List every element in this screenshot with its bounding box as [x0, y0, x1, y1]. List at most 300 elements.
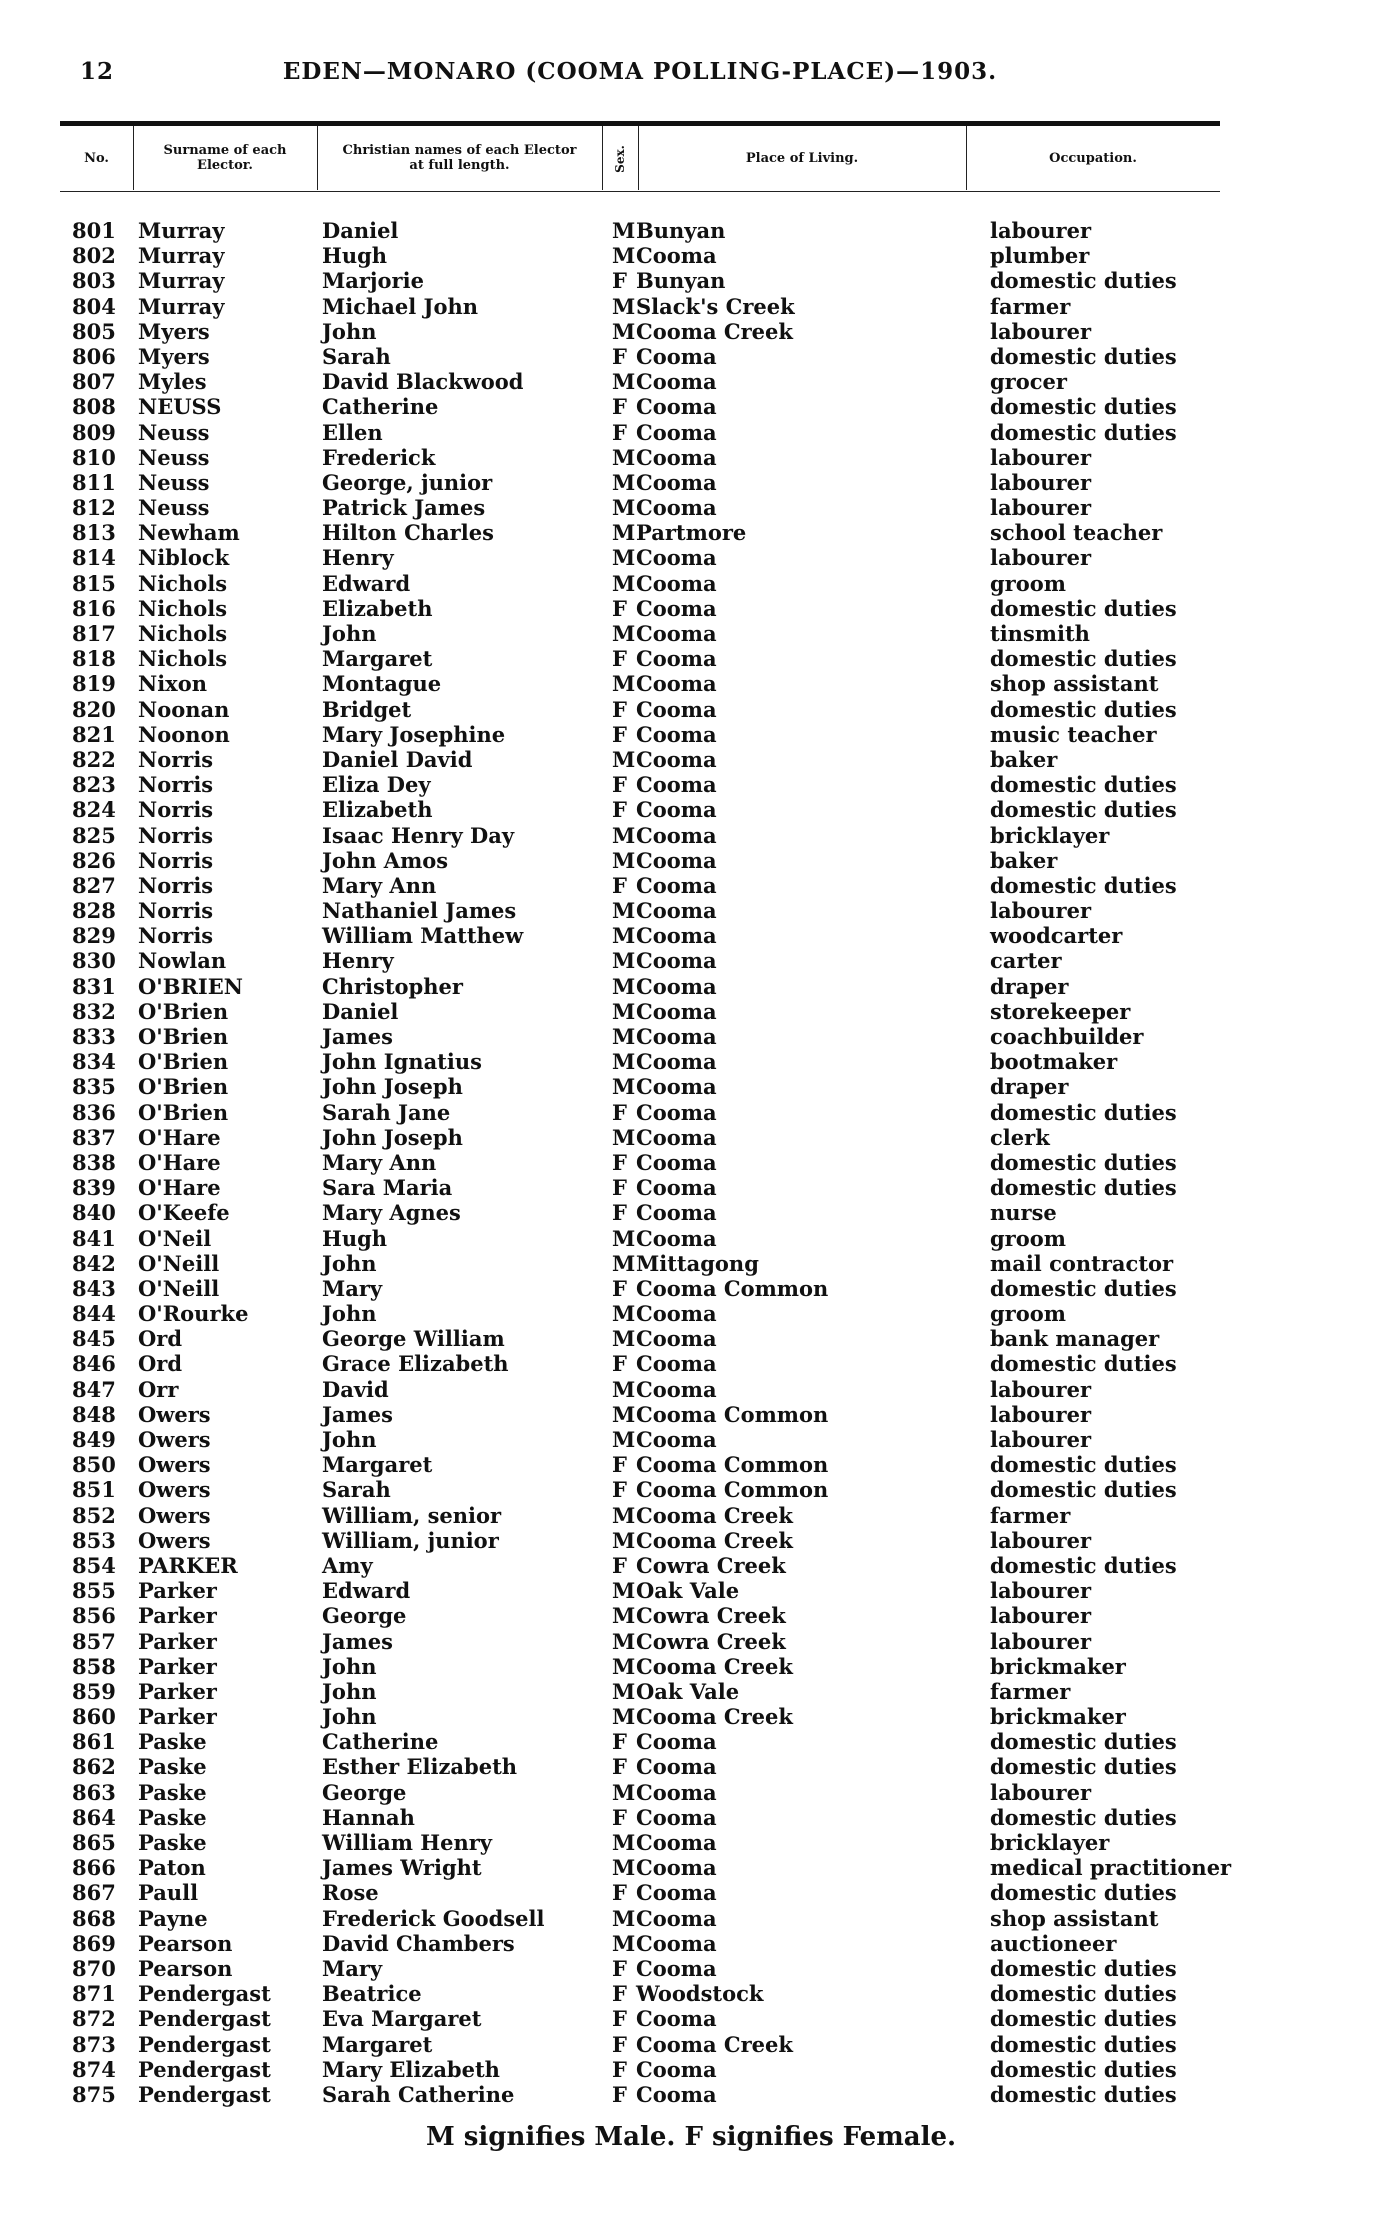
elector-surname: Noonan — [138, 696, 230, 722]
elector-place-of-living: Cooma Creek — [636, 1653, 793, 1679]
elector-sex: F — [612, 1729, 627, 1755]
elector-occupation: domestic duties — [990, 1981, 1177, 2007]
elector-number: 806 — [72, 343, 116, 369]
table-row — [60, 1578, 1220, 1603]
elector-christian-names: Patrick James — [322, 495, 486, 521]
elector-sex: F — [612, 2056, 627, 2082]
table-row — [60, 1200, 1220, 1225]
elector-place-of-living: Cooma — [636, 419, 717, 445]
elector-christian-names: David — [322, 1376, 389, 1402]
elector-surname: O'Neill — [138, 1250, 220, 1276]
elector-occupation: labourer — [990, 1578, 1092, 1604]
table-row — [60, 1251, 1220, 1276]
elector-occupation: coachbuilder — [990, 1024, 1144, 1049]
table-row — [60, 596, 1220, 621]
elector-occupation: labourer — [990, 444, 1092, 470]
elector-christian-names: George — [322, 1603, 407, 1629]
elector-occupation: labourer — [990, 1628, 1092, 1654]
elector-number: 817 — [72, 621, 116, 646]
table-row — [60, 1654, 1220, 1679]
elector-christian-names: Mary Elizabeth — [322, 2056, 500, 2082]
elector-place-of-living: Cooma — [636, 1729, 717, 1755]
elector-occupation: mail contractor — [990, 1250, 1174, 1276]
elector-sex: M — [612, 1930, 636, 1956]
elector-christian-names: Bridget — [322, 696, 412, 722]
table-row — [60, 923, 1220, 948]
elector-occupation: labourer — [990, 218, 1092, 243]
elector-number: 801 — [72, 218, 116, 243]
table-row — [60, 2057, 1220, 2082]
elector-christian-names: Hugh — [322, 1225, 388, 1251]
elector-christian-names: Sarah Catherine — [322, 2081, 515, 2107]
elector-place-of-living: Cooma — [636, 394, 717, 420]
table-row — [60, 1528, 1220, 1553]
elector-surname: O'Neil — [138, 1225, 212, 1251]
elector-number: 856 — [72, 1603, 116, 1629]
elector-occupation: labourer — [990, 495, 1092, 521]
table-row — [60, 1326, 1220, 1351]
elector-occupation: school teacher — [990, 520, 1163, 546]
elector-number: 832 — [72, 998, 116, 1024]
elector-occupation: brickmaker — [990, 1704, 1126, 1730]
elector-number: 872 — [72, 2006, 116, 2032]
elector-surname: Paske — [138, 1830, 207, 1855]
elector-christian-names: George, junior — [322, 469, 493, 495]
page-title: EDEN—MONARO (COOMA POLLING-PLACE)—1903. — [282, 58, 998, 85]
elector-place-of-living: Cooma — [636, 2006, 717, 2032]
electoral-roll-table — [60, 218, 1232, 2107]
table-row — [60, 294, 1220, 319]
elector-christian-names: William, junior — [322, 1527, 499, 1553]
elector-sex: M — [612, 293, 636, 319]
elector-occupation: medical practitioner — [990, 1855, 1232, 1881]
elector-sex: F — [612, 2031, 627, 2057]
elector-christian-names: Hugh — [322, 243, 388, 269]
elector-surname: Nichols — [138, 621, 228, 646]
elector-christian-names: Amy — [322, 1552, 373, 1578]
elector-place-of-living: Cooma — [636, 1880, 717, 1906]
elector-christian-names: Daniel David — [322, 746, 473, 772]
table-row — [60, 445, 1220, 470]
elector-christian-names: Christopher — [322, 973, 463, 999]
table-row — [60, 1427, 1220, 1452]
elector-place-of-living: Cooma — [636, 898, 717, 924]
elector-christian-names: John — [322, 621, 377, 646]
elector-sex: F — [612, 1099, 627, 1125]
elector-christian-names: Marjorie — [322, 268, 424, 294]
table-row — [60, 1704, 1220, 1729]
elector-place-of-living: Cooma — [636, 1955, 717, 1981]
elector-occupation: farmer — [990, 1678, 1071, 1704]
table-row — [60, 319, 1220, 344]
elector-number: 836 — [72, 1099, 116, 1125]
table-row — [60, 2082, 1220, 2107]
elector-sex: M — [612, 1527, 636, 1553]
column-header-occupation-label: Occupation. — [1049, 150, 1137, 166]
elector-christian-names: Hannah — [322, 1804, 415, 1830]
elector-number: 865 — [72, 1830, 116, 1855]
elector-sex: M — [612, 1024, 636, 1049]
table-row — [60, 1477, 1220, 1502]
table-row — [60, 1351, 1220, 1376]
elector-surname: Nichols — [138, 570, 228, 596]
elector-sex: M — [612, 973, 636, 999]
elector-sex: M — [612, 948, 636, 974]
elector-number: 823 — [72, 772, 116, 798]
elector-sex: F — [612, 646, 627, 672]
elector-christian-names: Margaret — [322, 646, 433, 672]
elector-surname: Myles — [138, 369, 207, 395]
column-header-sex-label: Sex. — [612, 145, 627, 173]
table-row — [60, 1503, 1220, 1528]
elector-occupation: domestic duties — [990, 872, 1177, 898]
elector-occupation: groom — [990, 1225, 1066, 1251]
column-header-occupation — [966, 133, 1220, 183]
elector-christian-names: Eliza Dey — [322, 772, 431, 798]
elector-surname: Nichols — [138, 646, 228, 672]
elector-sex: M — [612, 1830, 636, 1855]
elector-occupation: domestic duties — [990, 2031, 1177, 2057]
elector-number: 822 — [72, 746, 116, 772]
elector-christian-names: Edward — [322, 1578, 411, 1604]
elector-number: 824 — [72, 797, 116, 823]
elector-sex: M — [612, 1225, 636, 1251]
elector-surname: Paske — [138, 1779, 207, 1805]
elector-christian-names: William Henry — [322, 1830, 492, 1855]
table-row — [60, 218, 1220, 243]
elector-place-of-living: Cooma — [636, 1830, 717, 1855]
elector-christian-names: John — [322, 1301, 377, 1327]
elector-place-of-living: Cooma Creek — [636, 1527, 793, 1553]
elector-christian-names: John — [322, 1678, 377, 1704]
elector-number: 827 — [72, 872, 116, 898]
elector-sex: M — [612, 746, 636, 772]
elector-sex: F — [612, 268, 627, 294]
elector-christian-names: Rose — [322, 1880, 379, 1906]
elector-christian-names: Ellen — [322, 419, 383, 445]
elector-sex: F — [612, 2081, 627, 2107]
elector-sex: M — [612, 1124, 636, 1150]
elector-christian-names: James — [322, 1628, 393, 1654]
elector-sex: M — [612, 318, 636, 344]
elector-sex: M — [612, 570, 636, 596]
elector-sex: M — [612, 1653, 636, 1679]
elector-surname: Paske — [138, 1729, 207, 1755]
elector-christian-names: Daniel — [322, 998, 399, 1024]
table-row — [60, 2032, 1220, 2057]
elector-surname: Owers — [138, 1502, 211, 1528]
elector-christian-names: James — [322, 1401, 393, 1427]
table-row — [60, 420, 1220, 445]
elector-number: 810 — [72, 444, 116, 470]
elector-place-of-living: Cooma — [636, 1930, 717, 1956]
elector-number: 807 — [72, 369, 116, 395]
elector-sex: F — [612, 1175, 627, 1201]
elector-number: 862 — [72, 1754, 116, 1780]
table-row — [60, 1880, 1220, 1905]
table-row — [60, 1931, 1220, 1956]
table-row — [60, 1906, 1220, 1931]
elector-number: 874 — [72, 2056, 116, 2082]
elector-occupation: farmer — [990, 293, 1071, 319]
elector-occupation: domestic duties — [990, 797, 1177, 823]
elector-surname: Myers — [138, 318, 210, 344]
elector-number: 841 — [72, 1225, 116, 1251]
elector-place-of-living: Cooma — [636, 1200, 717, 1226]
elector-place-of-living: Cooma — [636, 772, 717, 798]
elector-sex: M — [612, 243, 636, 269]
elector-surname: Pendergast — [138, 2081, 271, 2107]
elector-number: 847 — [72, 1376, 116, 1402]
elector-number: 812 — [72, 495, 116, 521]
elector-place-of-living: Cooma — [636, 1427, 717, 1452]
column-header-surname-line1: Surname of each — [163, 143, 287, 158]
column-header-no-label: No. — [84, 150, 109, 166]
elector-number: 848 — [72, 1401, 116, 1427]
table-row — [60, 823, 1220, 848]
elector-place-of-living: Cooma — [636, 998, 717, 1024]
elector-place-of-living: Cooma — [636, 973, 717, 999]
elector-christian-names: John — [322, 1427, 377, 1452]
elector-place-of-living: Cooma — [636, 923, 717, 949]
table-row — [60, 520, 1220, 545]
elector-surname: O'Neill — [138, 1275, 220, 1301]
elector-surname: Nichols — [138, 595, 228, 621]
elector-number: 870 — [72, 1955, 116, 1981]
elector-number: 852 — [72, 1502, 116, 1528]
elector-occupation: domestic duties — [990, 2056, 1177, 2082]
elector-surname: O'Hare — [138, 1149, 221, 1175]
table-row — [60, 1402, 1220, 1427]
table-row — [60, 898, 1220, 923]
elector-sex: F — [612, 721, 627, 747]
elector-christian-names: Mary Josephine — [322, 721, 506, 747]
elector-christian-names: John Joseph — [322, 1074, 463, 1100]
elector-place-of-living: Cooma — [636, 1855, 717, 1881]
elector-christian-names: Hilton Charles — [322, 520, 494, 546]
table-row — [60, 1024, 1220, 1049]
elector-occupation: labourer — [990, 1376, 1092, 1402]
elector-christian-names: Daniel — [322, 218, 399, 243]
elector-sex: F — [612, 2006, 627, 2032]
elector-number: 809 — [72, 419, 116, 445]
elector-christian-names: John — [322, 1653, 377, 1679]
elector-surname: Murray — [138, 243, 225, 269]
elector-place-of-living: Cooma — [636, 1351, 717, 1377]
elector-number: 861 — [72, 1729, 116, 1755]
column-header-christian-line2: at full length. — [409, 158, 510, 173]
elector-surname: Paull — [138, 1880, 199, 1906]
elector-surname: Norris — [138, 772, 214, 798]
elector-surname: Owers — [138, 1452, 211, 1478]
elector-sex: M — [612, 1074, 636, 1100]
elector-surname: Nowlan — [138, 948, 227, 974]
elector-sex: F — [612, 1351, 627, 1377]
elector-surname: Norris — [138, 898, 214, 924]
elector-place-of-living: Partmore — [636, 520, 747, 546]
elector-occupation: domestic duties — [990, 1754, 1177, 1780]
elector-place-of-living: Cooma — [636, 746, 717, 772]
elector-occupation: plumber — [990, 243, 1090, 269]
elector-surname: Murray — [138, 293, 225, 319]
elector-sex: F — [612, 419, 627, 445]
elector-occupation: domestic duties — [990, 646, 1177, 672]
page-number: 12 — [80, 58, 115, 85]
table-row — [60, 999, 1220, 1024]
elector-occupation: labourer — [990, 1427, 1092, 1452]
table-row — [60, 571, 1220, 596]
elector-sex: M — [612, 1855, 636, 1881]
table-row — [60, 671, 1220, 696]
elector-sex: M — [612, 1905, 636, 1931]
elector-number: 831 — [72, 973, 116, 999]
elector-christian-names: Mary Ann — [322, 872, 437, 898]
elector-sex: M — [612, 1578, 636, 1604]
elector-christian-names: James — [322, 1024, 393, 1049]
elector-place-of-living: Bunyan — [636, 268, 726, 294]
elector-number: 854 — [72, 1552, 116, 1578]
elector-christian-names: Nathaniel James — [322, 898, 517, 924]
elector-occupation: labourer — [990, 1779, 1092, 1805]
table-row — [60, 747, 1220, 772]
elector-place-of-living: Woodstock — [636, 1981, 764, 2007]
header-rule-thin — [60, 191, 1220, 192]
elector-christian-names: Sarah — [322, 1477, 391, 1503]
elector-christian-names: Sarah — [322, 343, 391, 369]
elector-number: 830 — [72, 948, 116, 974]
table-row — [60, 369, 1220, 394]
elector-christian-names: James Wright — [322, 1855, 482, 1881]
elector-place-of-living: Mittagong — [636, 1250, 759, 1276]
elector-sex: M — [612, 369, 636, 395]
column-header-no — [60, 133, 133, 183]
elector-number: 871 — [72, 1981, 116, 2007]
elector-number: 803 — [72, 268, 116, 294]
elector-surname: Pendergast — [138, 2031, 271, 2057]
table-row — [60, 1981, 1220, 2006]
table-row — [60, 722, 1220, 747]
column-header-surname — [133, 133, 317, 183]
elector-occupation: labourer — [990, 318, 1092, 344]
elector-sex: F — [612, 343, 627, 369]
elector-occupation: labourer — [990, 469, 1092, 495]
table-row — [60, 1175, 1220, 1200]
elector-surname: O'Hare — [138, 1124, 221, 1150]
elector-christian-names: William Matthew — [322, 923, 524, 949]
elector-number: 833 — [72, 1024, 116, 1049]
table-row — [60, 1125, 1220, 1150]
elector-sex: M — [612, 998, 636, 1024]
elector-number: 849 — [72, 1427, 116, 1452]
elector-surname: Myers — [138, 343, 210, 369]
elector-occupation: domestic duties — [990, 2081, 1177, 2107]
elector-sex: F — [612, 1981, 627, 2007]
elector-number: 863 — [72, 1779, 116, 1805]
table-row — [60, 1830, 1220, 1855]
elector-number: 813 — [72, 520, 116, 546]
elector-sex: M — [612, 1628, 636, 1654]
elector-place-of-living: Cooma Creek — [636, 1502, 793, 1528]
table-row — [60, 1049, 1220, 1074]
elector-sex: M — [612, 1326, 636, 1352]
elector-surname: Parker — [138, 1704, 217, 1730]
elector-surname: O'Brien — [138, 1049, 229, 1075]
elector-christian-names: David Chambers — [322, 1930, 515, 1956]
elector-surname: O'Rourke — [138, 1301, 249, 1327]
elector-christian-names: John Amos — [322, 847, 449, 873]
elector-surname: Neuss — [138, 444, 210, 470]
elector-number: 840 — [72, 1200, 116, 1226]
elector-number: 846 — [72, 1351, 116, 1377]
elector-number: 829 — [72, 923, 116, 949]
elector-surname: Neuss — [138, 419, 210, 445]
elector-place-of-living: Cooma — [636, 595, 717, 621]
elector-surname: NEUSS — [138, 394, 222, 420]
elector-christian-names: Margaret — [322, 1452, 433, 1478]
elector-number: 816 — [72, 595, 116, 621]
elector-christian-names: Beatrice — [322, 1981, 422, 2007]
elector-place-of-living: Cooma — [636, 1049, 717, 1075]
elector-place-of-living: Cooma — [636, 646, 717, 672]
elector-occupation: domestic duties — [990, 419, 1177, 445]
table-row — [60, 344, 1220, 369]
elector-place-of-living: Cooma Common — [636, 1452, 829, 1478]
elector-surname: Payne — [138, 1905, 208, 1931]
elector-number: 820 — [72, 696, 116, 722]
elector-place-of-living: Cooma — [636, 1149, 717, 1175]
elector-occupation: domestic duties — [990, 1099, 1177, 1125]
elector-number: 864 — [72, 1804, 116, 1830]
elector-occupation: shop assistant — [990, 1905, 1159, 1931]
elector-number: 838 — [72, 1149, 116, 1175]
elector-number: 825 — [72, 822, 116, 848]
elector-number: 857 — [72, 1628, 116, 1654]
elector-sex: F — [612, 797, 627, 823]
column-header-sex — [602, 134, 638, 184]
elector-number: 850 — [72, 1452, 116, 1478]
elector-occupation: woodcarter — [990, 923, 1123, 949]
elector-surname: O'Keefe — [138, 1200, 230, 1226]
elector-sex: M — [612, 847, 636, 873]
elector-christian-names: Elizabeth — [322, 797, 433, 823]
elector-surname: O'BRIEN — [138, 973, 243, 999]
elector-surname: Ord — [138, 1351, 183, 1377]
elector-christian-names: Henry — [322, 948, 394, 974]
elector-christian-names: David Blackwood — [322, 369, 524, 395]
elector-occupation: domestic duties — [990, 1351, 1177, 1377]
table-row — [60, 394, 1220, 419]
elector-sex: M — [612, 1502, 636, 1528]
table-row — [60, 1377, 1220, 1402]
elector-occupation: bricklayer — [990, 1830, 1110, 1855]
elector-place-of-living: Cooma — [636, 1326, 717, 1352]
elector-place-of-living: Cooma — [636, 1024, 717, 1049]
elector-sex: F — [612, 872, 627, 898]
elector-christian-names: Mary — [322, 1955, 383, 1981]
elector-number: 843 — [72, 1275, 116, 1301]
elector-surname: Owers — [138, 1401, 211, 1427]
elector-place-of-living: Cooma — [636, 2081, 717, 2107]
elector-sex: M — [612, 621, 636, 646]
elector-number: 835 — [72, 1074, 116, 1100]
table-row — [60, 1452, 1220, 1477]
elector-place-of-living: Cooma — [636, 847, 717, 873]
elector-surname: Niblock — [138, 545, 230, 571]
elector-sex: M — [612, 1779, 636, 1805]
elector-surname: Pendergast — [138, 1981, 271, 2007]
elector-surname: Noonon — [138, 721, 230, 747]
elector-place-of-living: Cooma — [636, 822, 717, 848]
